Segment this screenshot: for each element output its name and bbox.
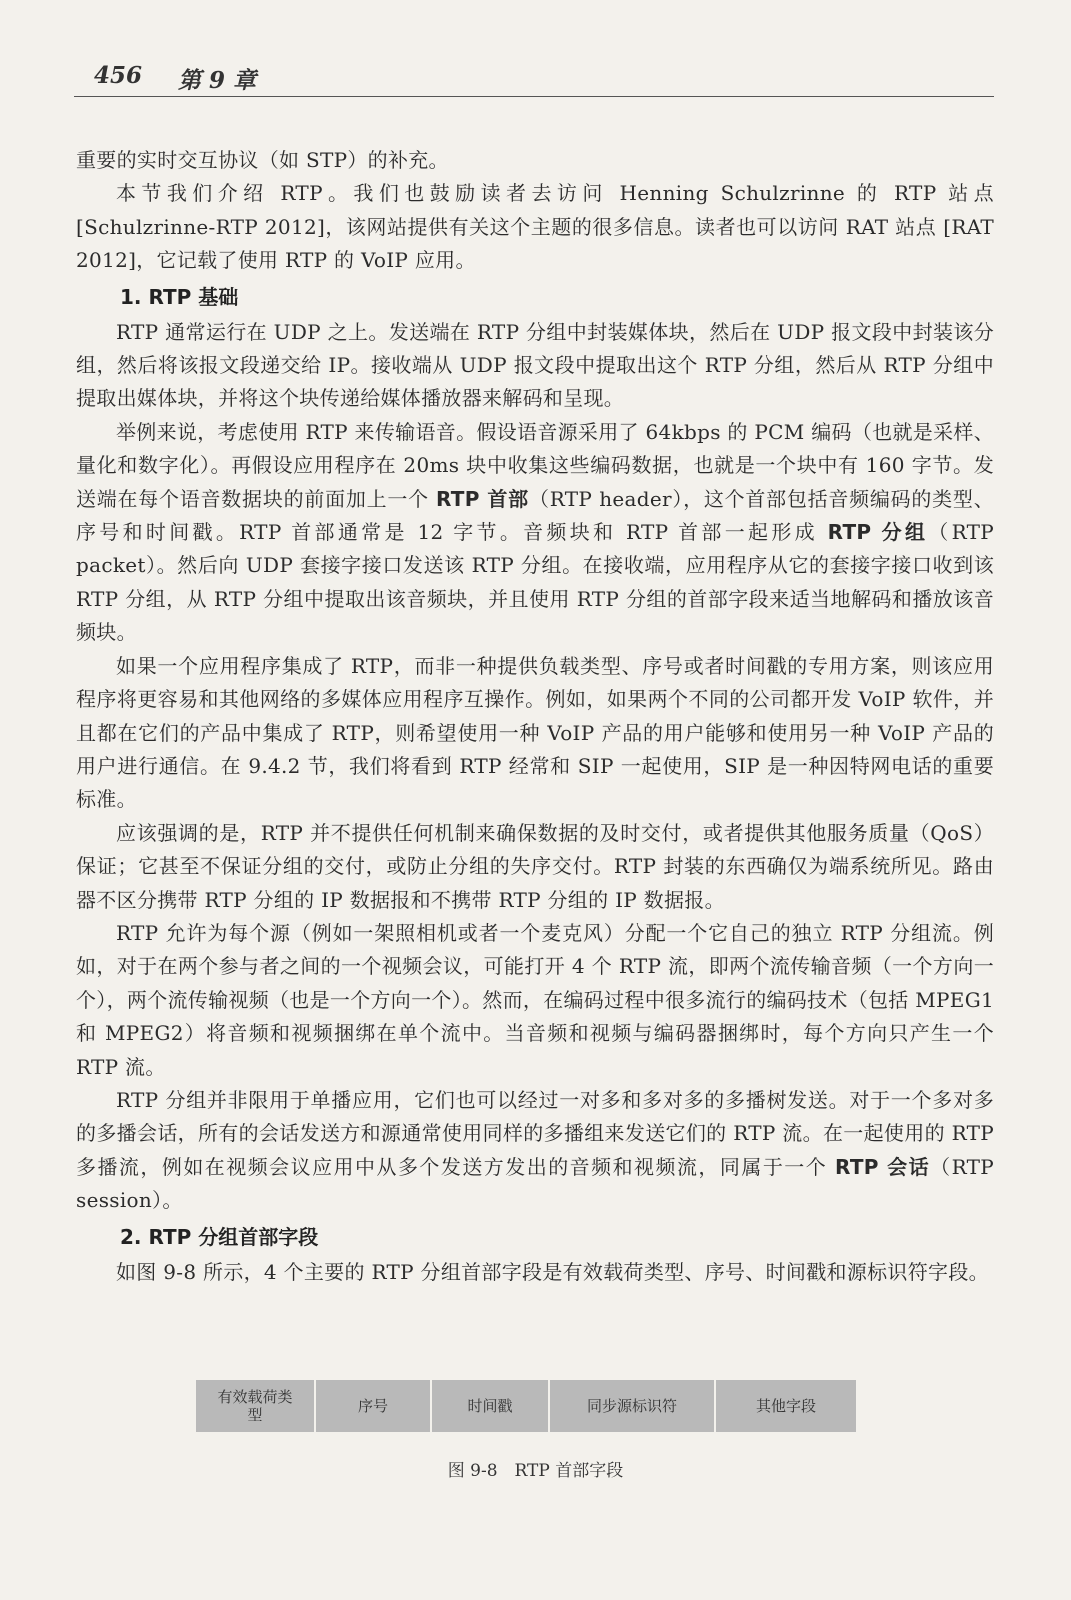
paragraph-multicast [76, 1084, 994, 1218]
field-payload-type: 有效载荷类型 [196, 1380, 316, 1432]
field-ssrc: 同步源标识符 [550, 1380, 716, 1432]
term-rtp-session: RTP 会话 [835, 1154, 931, 1179]
field-sequence-number: 序号 [316, 1380, 432, 1432]
running-header [74, 58, 994, 97]
text-run: RTP 分组并非限用于单播应用，它们也可以经过一对多和多对多的多播树发送。对于一个多对多的多播会话，所有的会话发送方和源通常使用同样的多播组来发送它们的 RTP 流。在一起使用的 RTP 多播流，例如在视频会议应用中从多个发送方发出的音频和视频流，同属于一个 [76, 1087, 994, 1179]
paragraph-voice-example [76, 416, 994, 650]
rtp-header-figure [196, 1380, 856, 1432]
paragraph-streams: RTP 允许为每个源（例如一架照相机或者一个麦克风）分配一个它自己的独立 RTP 分组流。例如，对于在两个参与者之间的一个视频会议，可能打开 4 个 RTP 流，即两个流传输音频（一个方向一个），两个流传输视频（也是一个方向一个）。然而，在编码过程中很多流行的编码技术（包括 MPEG1 和 MPEG2）将音频和视频捆绑在单个流中。当音频和视频与编码器捆绑时，每个方向只产生一个 RTP 流。 [76, 920, 994, 1079]
page-number: 456 [94, 62, 143, 89]
paragraph-interop: 如果一个应用程序集成了 RTP，而非一种提供负载类型、序号或者时间戳的专用方案，则该应用程序将更容易和其他网络的多媒体应用程序互操作。例如，如果两个不同的公司都开发 VoIP 软件，并且都在它们的产品中集成了 RTP，则希望使用一种 VoIP 产品的用户能够和使用另一种 VoIP 产品的用户进行通信。在 9.4.2 节，我们将看到 RTP 经常和 SIP 一起使用，SIP 是一种因特网电话的重要标准。 [76, 653, 994, 812]
paragraph-intro: 本节我们介绍 RTP。我们也鼓励读者去访问 Henning Schulzrinne 的 RTP 站点 [Schulzrinne-RTP 2012]，该网站提供有关这个主题的很多信息。读者也可以访问 RAT 站点 [RAT 2012]，它记载了使用 RTP 的 VoIP 应用。 [76, 181, 994, 273]
term-rtp-header: RTP 首部 [436, 486, 529, 511]
term-rtp-packet: RTP 分组 [827, 520, 929, 545]
paragraph-no-qos: 应该强调的是，RTP 并不提供任何机制来确保数据的及时交付，或者提供其他服务质量（QoS）保证；它甚至不保证分组的交付，或防止分组的失序交付。RTP 封装的东西确仅为端系统所见。路由器不区分携带 RTP 分组的 IP 数据报和不携带 RTP 分组的 IP 数据报。 [76, 820, 994, 912]
text-run: 举例来说，考虑使用 RTP 来传输语音。假设语音源采用了 64kbps 的 PCM 编码（也就是采样、量化和数字化）。再假设应用程序在 20ms 块中收集这些编码数据，也就是一个块中有 160 字节。发送端在每个语音数据块的前面加上一个 [76, 419, 994, 511]
paragraph-rtp-over-udp: RTP 通常运行在 UDP 之上。发送端在 RTP 分组中封装媒体块，然后在 UDP 报文段中封装该分组，然后将该报文段递交给 IP。接收端从 UDP 报文段中提取出这个 RTP 分组，然后从 RTP 分组中提取出媒体块，并将这个块传递给媒体播放器来解码和呈现。 [76, 319, 994, 411]
section-heading-rtp-basics: 1. RTP 基础 [120, 284, 239, 309]
text-run: （RTP packet）。然后向 UDP 套接字接口发送该 RTP 分组。在接收端，应用程序从它的套接字接口收到该 RTP 分组，从 RTP 分组中提取出该音频块，并且使用 RTP 分组的首部字段来适当地解码和播放该音频块。 [76, 520, 994, 645]
paragraph-figure-ref: 如图 9-8 所示，4 个主要的 RTP 分组首部字段是有效载荷类型、序号、时间戳和源标识符字段。 [116, 1259, 989, 1284]
chapter-label: 第 9 章 [178, 67, 257, 94]
paragraph-continuation: 重要的实时交互协议（如 STP）的补充。 [76, 148, 449, 172]
field-other: 其他字段 [716, 1380, 856, 1432]
figure-caption: 图 9-8 RTP 首部字段 [447, 1461, 624, 1481]
text-run: （RTP header），这个首部包括音频编码的类型、序号和时间戳。RTP 首部通常是 12 字节。音频块和 RTP 首部一起形成 [76, 486, 994, 545]
body-text [76, 144, 994, 1289]
field-timestamp: 时间戳 [432, 1380, 550, 1432]
section-heading-header-fields: 2. RTP 分组首部字段 [120, 1224, 319, 1249]
text-run: （RTP session）。 [76, 1154, 994, 1213]
